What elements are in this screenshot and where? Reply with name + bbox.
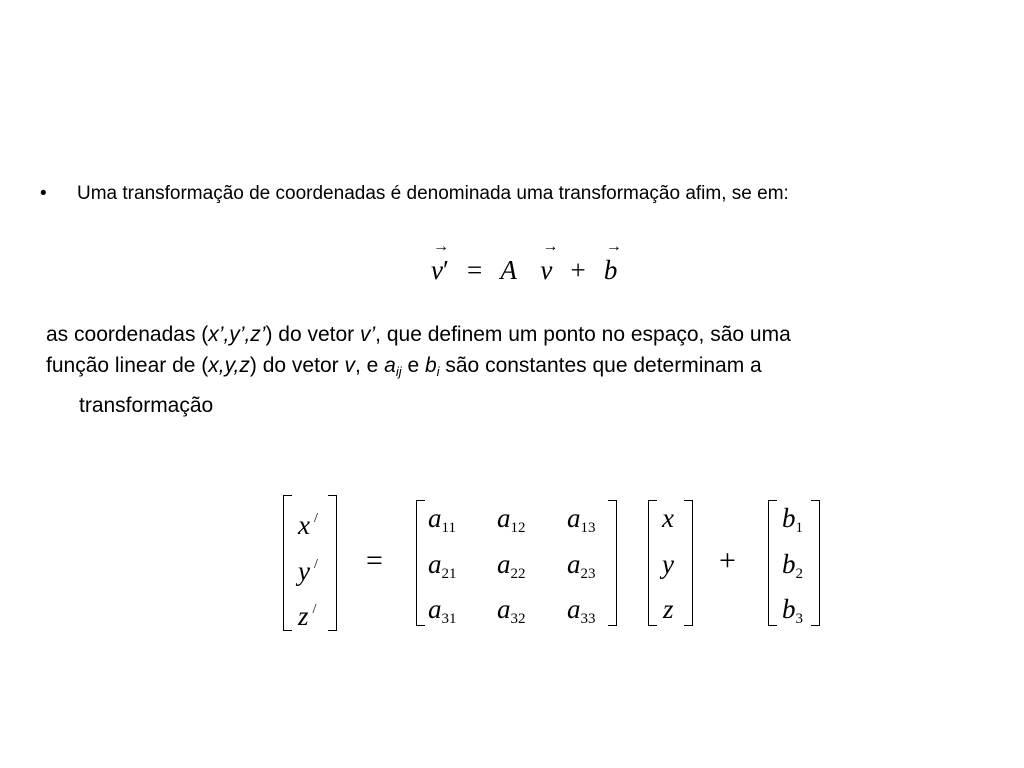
vec-x: x [662,503,674,533]
lhs-x-prime: x / [298,510,318,540]
b-bracket-left [768,500,777,626]
bullet-text: Uma transformação de coordenadas é denominada uma transformação afim, se em: [77,183,789,204]
lhs-bracket-right [328,495,337,631]
vec-y: y [662,549,674,579]
prime-mark: ′ [442,255,449,285]
b-bracket-right [811,500,820,626]
affine-equation [431,238,622,290]
lhs-bracket-left [283,495,292,631]
lhs-y-prime: y / [298,556,318,586]
a-22: $a_{22}$ [497,549,526,582]
a-13: $a_{13}$ [567,503,596,536]
a-33: $a_{33}$ [567,594,596,627]
a-32: $a_{32}$ [497,594,526,627]
matrix-equals-sign: = [366,544,383,577]
vector-arrow-icon: → [542,238,559,255]
paragraph-line-2: função linear de (x,y,z) do vetor v, e $a_{ij}$ e $b_i$ são constantes que determinam a [46,354,762,379]
matrix-plus-sign: + [719,544,736,577]
a-23: $a_{23}$ [567,549,596,582]
v-vector: → v [540,238,559,285]
paragraph-line-3: transformação [79,394,214,417]
xyz-bracket-right [684,500,693,626]
v-prime-vector: → v [431,238,449,285]
b-vector: → b [603,238,622,285]
vector-arrow-icon: → [433,238,449,255]
xyz-bracket-left [648,500,657,626]
bullet-line [40,181,789,207]
paragraph-line-1: as coordenadas (x’,y’,z’) do vetor v’, que definem um ponto no espaço, são uma [46,323,791,346]
bullet-marker: • [40,183,47,204]
a-11: $a_{11}$ [428,503,456,536]
matrix-symbol: A [500,255,517,285]
b-2: $b_2$ [782,549,803,582]
b-3: $b_3$ [782,594,803,627]
vec-z: z [663,594,674,624]
plus-sign: + [570,255,586,285]
a-bracket-left [416,500,425,626]
lhs-z-prime: z / [298,601,317,631]
a-31: $a_{31}$ [428,594,457,627]
vector-arrow-icon: → [605,238,622,255]
equals-sign: = [467,255,483,285]
b-1: $b_1$ [782,503,803,536]
a-12: $a_{12}$ [497,503,526,536]
a-21: $a_{21}$ [428,549,457,582]
a-bracket-right [608,500,617,626]
